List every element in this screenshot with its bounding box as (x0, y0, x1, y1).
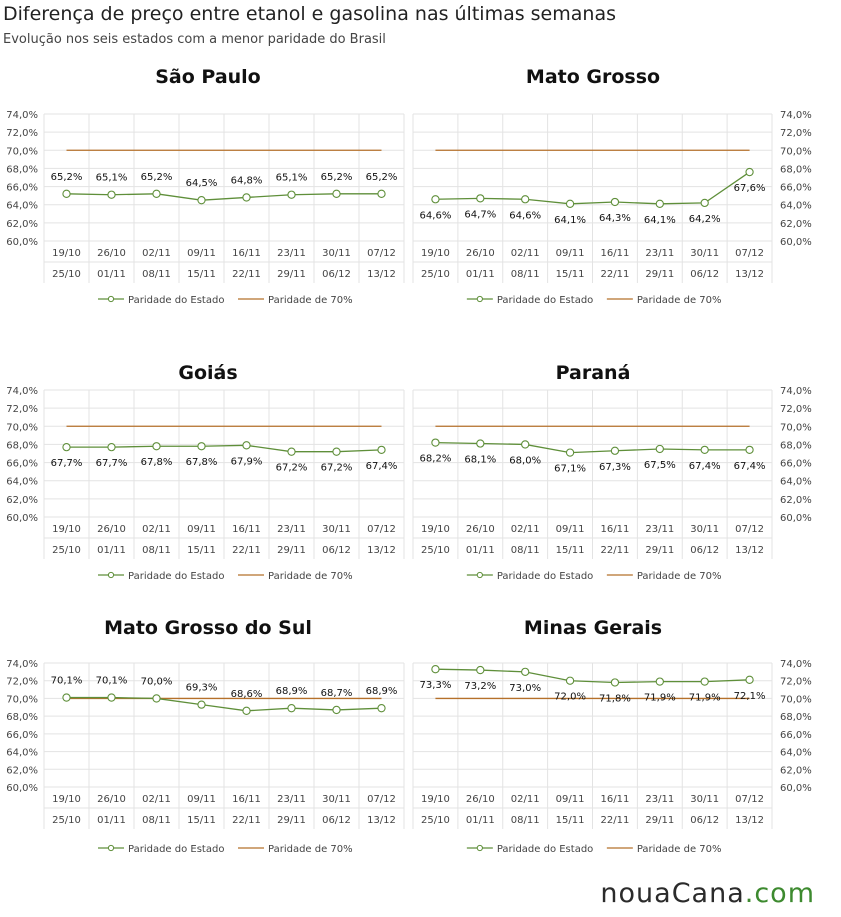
x-tick-label: 15/11 (555, 545, 585, 556)
data-point (701, 199, 708, 206)
data-point (243, 194, 250, 201)
y-tick-label: 68,0% (780, 712, 812, 724)
x-tick-label: 29/11 (645, 269, 675, 280)
x-tick-label: 02/11 (510, 524, 540, 535)
chart-title: Paraná (555, 362, 631, 384)
legend-marker-estado (477, 845, 482, 850)
data-point (198, 701, 205, 708)
data-label: 68,9% (365, 686, 398, 698)
x-tick-label: 07/12 (735, 248, 764, 259)
x-tick-label: 08/11 (142, 269, 171, 280)
x-tick-label: 15/11 (187, 545, 216, 556)
x-tick-label: 07/12 (367, 524, 396, 535)
legend-marker-estado (108, 296, 113, 301)
y-tick-label: 68,0% (6, 712, 38, 724)
data-label: 67,4% (733, 460, 766, 472)
x-tick-label: 07/12 (367, 794, 396, 805)
brand-part-1: noua (600, 878, 672, 909)
data-point (746, 446, 753, 453)
x-tick-label: 26/10 (97, 524, 126, 535)
data-label: 70,0% (140, 676, 173, 688)
data-point (108, 444, 115, 451)
legend-label-estado: Paridade do Estado (496, 844, 594, 855)
x-tick-label: 01/11 (97, 269, 126, 280)
data-point (333, 190, 340, 197)
data-label: 67,5% (643, 459, 676, 471)
x-tick-label: 02/11 (510, 248, 540, 259)
y-tick-label: 66,0% (6, 182, 38, 194)
data-label: 70,1% (95, 675, 128, 687)
brand-part-3: .com (744, 878, 815, 909)
y-tick-label: 70,0% (780, 694, 812, 706)
x-tick-label: 08/11 (510, 269, 540, 280)
y-tick-label: 64,0% (6, 476, 38, 488)
chart-parana (413, 362, 812, 582)
legend-label-70: Paridade de 70% (268, 571, 353, 582)
y-tick-label: 64,0% (6, 747, 38, 759)
data-point (243, 442, 250, 449)
x-tick-label: 13/12 (367, 545, 396, 556)
y-tick-label: 60,0% (6, 513, 38, 524)
y-tick-label: 64,0% (780, 200, 812, 212)
x-tick-label: 16/11 (232, 524, 261, 535)
x-tick-label: 22/11 (600, 545, 630, 556)
x-tick-label: 25/10 (52, 269, 81, 280)
y-tick-label: 74,0% (780, 110, 812, 121)
data-label: 67,6% (733, 183, 766, 195)
x-tick-label: 19/10 (52, 524, 81, 535)
x-tick-label: 26/10 (97, 794, 126, 805)
y-tick-label: 60,0% (6, 783, 38, 794)
data-point (378, 705, 385, 712)
x-tick-label: 19/10 (52, 794, 81, 805)
y-tick-label: 66,0% (6, 729, 38, 741)
x-tick-label: 30/11 (690, 794, 720, 805)
legend-label-70: Paridade de 70% (636, 295, 722, 306)
chart-mato-grosso-do-sul (6, 617, 404, 855)
x-tick-label: 07/12 (735, 524, 764, 535)
data-label: 68,0% (509, 455, 542, 467)
x-tick-label: 30/11 (322, 524, 351, 535)
data-label: 64,7% (464, 209, 497, 221)
data-label: 68,1% (464, 454, 497, 466)
x-tick-label: 08/11 (142, 545, 171, 556)
x-tick-label: 26/10 (97, 248, 126, 259)
y-tick-label: 62,0% (780, 218, 812, 230)
data-label: 65,2% (320, 171, 353, 183)
x-tick-label: 26/10 (465, 248, 495, 259)
x-tick-label: 29/11 (645, 545, 675, 556)
data-label: 64,6% (419, 210, 452, 222)
data-label: 64,1% (554, 214, 586, 226)
page-title: Diferença de preço entre etanol e gasolina nas últimas semanas (3, 3, 616, 25)
legend-label-estado: Paridade do Estado (128, 295, 225, 306)
data-point (333, 706, 340, 713)
y-tick-label: 66,0% (780, 182, 812, 194)
y-tick-label: 72,0% (780, 676, 812, 688)
data-point (432, 666, 439, 673)
y-tick-label: 68,0% (780, 164, 812, 176)
data-label: 67,8% (140, 457, 173, 469)
legend-marker-estado (477, 296, 482, 301)
y-tick-label: 66,0% (780, 729, 812, 741)
data-label: 64,3% (599, 212, 631, 224)
data-point (522, 441, 529, 448)
legend-label-estado: Paridade do Estado (496, 295, 594, 306)
data-label: 67,4% (365, 460, 398, 472)
y-tick-label: 66,0% (780, 458, 812, 470)
data-point (522, 196, 529, 203)
x-tick-label: 23/11 (645, 794, 675, 805)
legend-label-70: Paridade de 70% (268, 844, 353, 855)
x-tick-label: 25/10 (52, 545, 81, 556)
data-point (477, 666, 484, 673)
x-tick-label: 23/11 (277, 794, 306, 805)
x-tick-label: 26/10 (465, 794, 495, 805)
x-tick-label: 02/11 (142, 524, 171, 535)
data-point (288, 191, 295, 198)
x-tick-label: 06/12 (322, 545, 351, 556)
legend-label-70: Paridade de 70% (636, 844, 722, 855)
chart-title: Mato Grosso do Sul (104, 617, 312, 639)
chart-title: Minas Gerais (523, 617, 663, 639)
x-tick-label: 30/11 (690, 524, 720, 535)
x-tick-label: 30/11 (322, 248, 351, 259)
y-tick-label: 70,0% (780, 422, 812, 434)
data-label: 67,3% (599, 461, 631, 473)
x-tick-label: 26/10 (465, 524, 495, 535)
x-tick-label: 13/12 (735, 269, 764, 280)
data-label: 72,1% (733, 690, 766, 702)
x-tick-label: 25/10 (421, 815, 450, 826)
x-tick-label: 25/10 (421, 269, 450, 280)
data-point (566, 449, 573, 456)
y-tick-label: 74,0% (780, 386, 812, 397)
y-tick-label: 68,0% (780, 440, 812, 452)
data-label: 72,0% (554, 691, 586, 703)
data-point (153, 695, 160, 702)
x-tick-label: 15/11 (187, 815, 216, 826)
data-label: 65,1% (95, 172, 128, 184)
x-tick-label: 13/12 (735, 545, 764, 556)
data-label: 65,1% (275, 172, 308, 184)
y-tick-label: 60,0% (6, 237, 38, 248)
data-point (378, 190, 385, 197)
y-tick-label: 64,0% (6, 200, 38, 212)
y-tick-label: 72,0% (6, 128, 38, 140)
x-tick-label: 29/11 (277, 815, 306, 826)
x-tick-label: 15/11 (555, 269, 585, 280)
y-tick-label: 62,0% (780, 765, 812, 777)
x-tick-label: 16/11 (232, 248, 261, 259)
data-label: 64,2% (688, 213, 721, 225)
x-tick-label: 22/11 (232, 545, 261, 556)
data-label: 64,6% (509, 210, 542, 222)
data-point (153, 443, 160, 450)
y-tick-label: 66,0% (6, 458, 38, 470)
data-label: 68,9% (275, 686, 308, 698)
data-point (611, 198, 618, 205)
chart-sao-paulo (6, 66, 404, 306)
x-tick-label: 25/10 (421, 545, 450, 556)
legend-label-70: Paridade de 70% (268, 295, 353, 306)
y-tick-label: 72,0% (780, 128, 812, 140)
data-point (566, 677, 573, 684)
legend-marker-estado (477, 572, 482, 577)
chart-goias (6, 362, 404, 582)
y-tick-label: 74,0% (6, 659, 38, 670)
data-point (108, 694, 115, 701)
data-label: 67,2% (275, 462, 308, 474)
data-label: 67,7% (50, 458, 83, 470)
data-label: 65,2% (365, 171, 398, 183)
page-subtitle: Evolução nos seis estados com a menor paridade do Brasil (3, 32, 386, 47)
x-tick-label: 23/11 (645, 248, 675, 259)
data-point (701, 678, 708, 685)
chart-mato-grosso (413, 66, 812, 306)
y-tick-label: 70,0% (6, 146, 38, 158)
data-point (243, 707, 250, 714)
data-point (198, 197, 205, 204)
x-tick-label: 25/10 (52, 815, 81, 826)
y-tick-label: 70,0% (780, 146, 812, 158)
brand-logo (600, 878, 815, 909)
data-label: 67,1% (554, 463, 586, 475)
data-point (477, 440, 484, 447)
y-tick-label: 60,0% (780, 237, 812, 248)
data-point (432, 196, 439, 203)
x-tick-label: 01/11 (465, 815, 495, 826)
data-label: 71,8% (599, 693, 631, 705)
x-tick-label: 06/12 (690, 815, 720, 826)
legend-label-estado: Paridade do Estado (496, 571, 594, 582)
data-point (746, 676, 753, 683)
x-tick-label: 09/11 (187, 794, 216, 805)
x-tick-label: 09/11 (187, 248, 216, 259)
y-tick-label: 74,0% (6, 386, 38, 397)
data-label: 67,9% (230, 456, 263, 468)
y-tick-label: 72,0% (780, 404, 812, 416)
data-label: 64,5% (185, 178, 218, 190)
x-tick-label: 22/11 (600, 269, 630, 280)
x-tick-label: 15/11 (187, 269, 216, 280)
data-point (656, 678, 663, 685)
x-tick-label: 08/11 (510, 815, 540, 826)
x-tick-label: 09/11 (555, 524, 585, 535)
y-tick-label: 62,0% (6, 494, 38, 506)
data-label: 68,2% (419, 453, 452, 465)
data-label: 67,8% (185, 457, 218, 469)
x-tick-label: 29/11 (645, 815, 675, 826)
x-tick-label: 02/11 (510, 794, 540, 805)
legend-label-70: Paridade de 70% (636, 571, 722, 582)
data-label: 69,3% (185, 682, 218, 694)
x-tick-label: 29/11 (277, 545, 306, 556)
x-tick-label: 15/11 (555, 815, 585, 826)
x-tick-label: 23/11 (277, 524, 306, 535)
data-label: 65,2% (50, 171, 83, 183)
data-label: 68,6% (230, 688, 263, 700)
y-tick-label: 74,0% (780, 659, 812, 670)
data-point (746, 168, 753, 175)
data-point (566, 200, 573, 207)
x-tick-label: 02/11 (142, 794, 171, 805)
x-tick-label: 06/12 (690, 545, 720, 556)
y-tick-label: 68,0% (6, 164, 38, 176)
data-label: 64,8% (230, 175, 263, 187)
x-tick-label: 07/12 (367, 248, 396, 259)
brand-part-2: Cana (671, 878, 745, 909)
legend-marker-estado (108, 845, 113, 850)
x-tick-label: 01/11 (97, 545, 126, 556)
x-tick-label: 23/11 (277, 248, 306, 259)
y-tick-label: 60,0% (780, 783, 812, 794)
data-label: 64,1% (643, 214, 676, 226)
data-label: 67,2% (320, 462, 353, 474)
data-point (63, 444, 70, 451)
data-point (198, 443, 205, 450)
y-tick-label: 72,0% (6, 404, 38, 416)
data-label: 67,7% (95, 458, 128, 470)
x-tick-label: 01/11 (465, 269, 495, 280)
chart-minas-gerais (413, 617, 812, 855)
x-tick-label: 02/11 (142, 248, 171, 259)
data-point (153, 190, 160, 197)
data-point (656, 200, 663, 207)
data-label: 71,9% (688, 692, 721, 704)
x-tick-label: 16/11 (232, 794, 261, 805)
data-label: 68,7% (320, 687, 353, 699)
data-label: 73,2% (464, 681, 497, 693)
data-label: 67,4% (688, 460, 721, 472)
y-tick-label: 64,0% (780, 476, 812, 488)
legend-marker-estado (108, 572, 113, 577)
x-tick-label: 06/12 (690, 269, 720, 280)
data-label: 65,2% (140, 171, 173, 183)
data-point (432, 439, 439, 446)
data-point (477, 195, 484, 202)
x-tick-label: 23/11 (645, 524, 675, 535)
y-tick-label: 62,0% (780, 494, 812, 506)
data-point (333, 448, 340, 455)
data-point (701, 446, 708, 453)
data-point (522, 668, 529, 675)
x-tick-label: 19/10 (421, 524, 450, 535)
y-tick-label: 74,0% (6, 110, 38, 121)
x-tick-label: 16/11 (600, 524, 630, 535)
data-point (63, 694, 70, 701)
y-tick-label: 68,0% (6, 440, 38, 452)
y-tick-label: 64,0% (780, 747, 812, 759)
data-point (108, 191, 115, 198)
x-tick-label: 16/11 (600, 794, 630, 805)
y-tick-label: 62,0% (6, 218, 38, 230)
x-tick-label: 09/11 (555, 248, 585, 259)
data-point (288, 448, 295, 455)
x-tick-label: 30/11 (322, 794, 351, 805)
x-tick-label: 09/11 (187, 524, 216, 535)
x-tick-label: 06/12 (322, 815, 351, 826)
x-tick-label: 13/12 (735, 815, 764, 826)
x-tick-label: 22/11 (232, 269, 261, 280)
chart-title: São Paulo (155, 66, 261, 88)
data-label: 73,3% (419, 680, 452, 692)
data-point (611, 679, 618, 686)
data-point (611, 447, 618, 454)
x-tick-label: 22/11 (232, 815, 261, 826)
y-tick-label: 72,0% (6, 676, 38, 688)
data-point (656, 445, 663, 452)
x-tick-label: 16/11 (600, 248, 630, 259)
y-tick-label: 70,0% (6, 422, 38, 434)
data-point (288, 705, 295, 712)
data-label: 71,9% (643, 692, 676, 704)
x-tick-label: 19/10 (421, 248, 450, 259)
x-tick-label: 01/11 (97, 815, 126, 826)
x-tick-label: 08/11 (142, 815, 171, 826)
y-tick-label: 70,0% (6, 694, 38, 706)
y-tick-label: 62,0% (6, 765, 38, 777)
x-tick-label: 19/10 (52, 248, 81, 259)
data-label: 70,1% (50, 675, 83, 687)
x-tick-label: 07/12 (735, 794, 764, 805)
x-tick-label: 06/12 (322, 269, 351, 280)
x-tick-label: 19/10 (421, 794, 450, 805)
legend-label-estado: Paridade do Estado (128, 571, 225, 582)
legend-label-estado: Paridade do Estado (128, 844, 225, 855)
data-label: 73,0% (509, 682, 542, 694)
x-tick-label: 09/11 (555, 794, 585, 805)
x-tick-label: 08/11 (510, 545, 540, 556)
data-point (63, 190, 70, 197)
x-tick-label: 30/11 (690, 248, 720, 259)
chart-title: Mato Grosso (525, 66, 661, 88)
x-tick-label: 22/11 (600, 815, 630, 826)
data-point (378, 446, 385, 453)
chart-title: Goiás (178, 362, 238, 384)
x-tick-label: 29/11 (277, 269, 306, 280)
y-tick-label: 60,0% (780, 513, 812, 524)
x-tick-label: 13/12 (367, 815, 396, 826)
x-tick-label: 13/12 (367, 269, 396, 280)
x-tick-label: 01/11 (465, 545, 495, 556)
